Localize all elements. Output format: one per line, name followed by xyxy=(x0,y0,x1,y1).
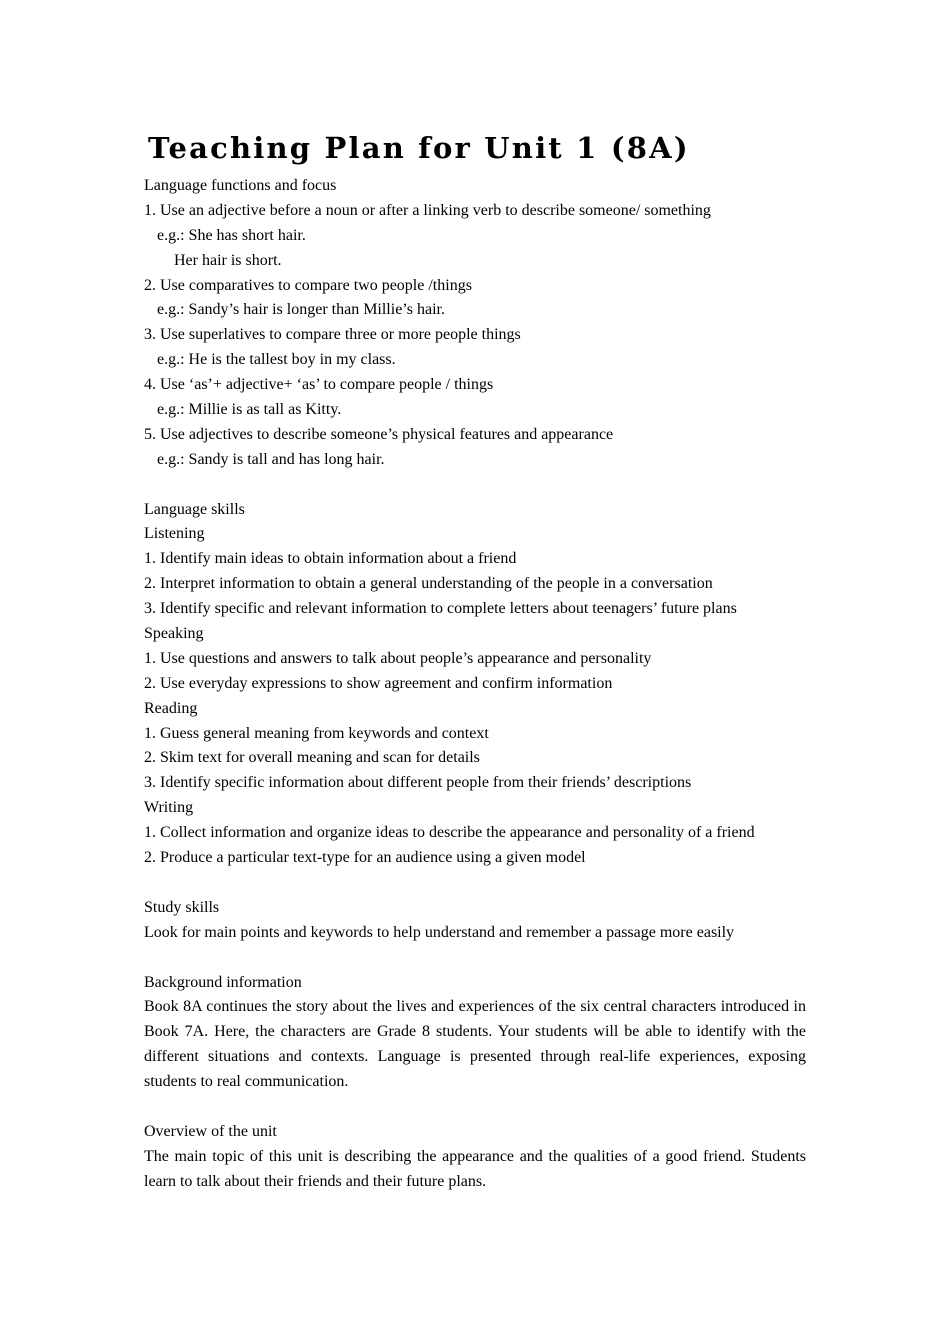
section-heading: Language functions and focus xyxy=(144,177,337,194)
list-item: 4. Use ‘as’+ adjective+ ‘as’ to compare people / things xyxy=(144,376,494,394)
document-body xyxy=(144,174,806,1195)
list-item: 3. Identify specific information about different people from their friends’ descriptions xyxy=(144,774,692,792)
list-item: 2. Use everyday expressions to show agreement and confirm information xyxy=(144,674,613,692)
list-item: 2. Produce a particular text-type for an audience using a given model xyxy=(144,849,586,867)
example-line: e.g.: He is the tallest boy in my class. xyxy=(157,351,396,369)
paragraph: Look for main points and keywords to help understand and remember a passage more easily xyxy=(144,923,735,941)
paragraph: The main topic of this unit is describing the appearance and the qualities of a good friend. Students learn to talk about their friends and their future plans. xyxy=(144,1147,806,1190)
language-functions-section xyxy=(144,174,806,473)
blank-line xyxy=(144,946,806,971)
subsection-heading-speaking: Speaking xyxy=(144,625,204,643)
list-item: 2. Use comparatives to compare two people /things xyxy=(144,276,472,294)
list-item: 2. Interpret information to obtain a general understanding of the people in a conversation xyxy=(144,575,713,593)
subsection-heading-writing: Writing xyxy=(144,799,194,817)
example-line: e.g.: Sandy is tall and has long hair. xyxy=(157,450,385,468)
list-item: 1. Identify main ideas to obtain information about a friend xyxy=(144,550,517,568)
language-skills-section xyxy=(144,498,806,871)
section-heading: Overview of the unit xyxy=(144,1122,277,1140)
document-title: Teaching Plan for Unit 1 (8A) xyxy=(148,131,690,165)
study-skills-section xyxy=(144,896,806,946)
blank-line xyxy=(144,871,806,896)
list-item: 3. Use superlatives to compare three or more people things xyxy=(144,326,521,344)
list-item: 1. Guess general meaning from keywords and context xyxy=(144,724,489,742)
section-heading: Study skills xyxy=(144,898,220,916)
list-item: 3. Identify specific and relevant information to complete letters about teenagers’ future plans xyxy=(144,600,737,618)
section-heading: Background information xyxy=(144,973,302,991)
list-item: 1. Collect information and organize ideas to describe the appearance and personality of a friend xyxy=(144,824,755,842)
blank-line xyxy=(144,473,806,498)
list-item: 2. Skim text for overall meaning and scan for details xyxy=(144,749,480,767)
list-item: 5. Use adjectives to describe someone’s physical features and appearance xyxy=(144,425,614,443)
example-line: e.g.: Sandy’s hair is longer than Millie’s hair. xyxy=(157,301,445,319)
subsection-heading-listening: Listening xyxy=(144,525,205,543)
list-item: 1. Use an adjective before a noun or after a linking verb to describe someone/ something xyxy=(144,201,711,219)
example-line: Her hair is short. xyxy=(174,251,282,269)
example-line: e.g.: Millie is as tall as Kitty. xyxy=(157,401,342,419)
section-heading: Language skills xyxy=(144,500,245,518)
paragraph: Book 8A continues the story about the lives and experiences of the six central characters introduced in Book 7A. Here, the characters are Grade 8 students. Your students will be able to identify with the different situations and contexts. Language is presented through real-life experiences, exposing students to real communication. xyxy=(144,998,806,1091)
example-line: e.g.: She has short hair. xyxy=(157,226,306,244)
overview-section xyxy=(144,1120,806,1195)
background-section xyxy=(144,971,806,1096)
subsection-heading-reading: Reading xyxy=(144,699,198,717)
list-item: 1. Use questions and answers to talk about people’s appearance and personality xyxy=(144,649,652,667)
blank-line xyxy=(144,1095,806,1120)
